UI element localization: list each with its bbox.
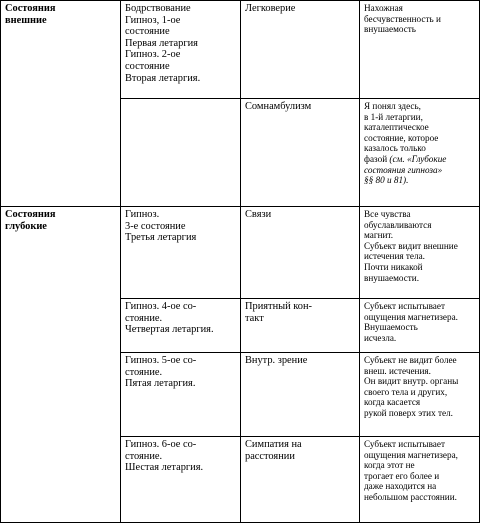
stage-cell: [121, 207, 241, 299]
description-cell: [360, 353, 480, 437]
cell-line: внушаемости.: [364, 272, 420, 283]
cell-line: стояние.: [125, 450, 163, 462]
cell-line: Субъект видит внешние: [364, 240, 458, 251]
cell-line: Симпатия на: [245, 439, 302, 450]
cell-line: истечения тела.: [364, 251, 425, 262]
cell-line: обуславливаются: [364, 219, 432, 230]
cell-line: стояние.: [125, 366, 163, 378]
description-cell: [360, 207, 480, 299]
cell-line: Связи: [245, 209, 272, 220]
cell-line: внеш. истечения.: [364, 365, 431, 376]
cell-line: Почти никакой: [364, 261, 423, 272]
cell-line: Пятая летаргия.: [125, 378, 196, 390]
cell-line: Субъект испытывает: [364, 439, 445, 449]
cell-line: Четвертая летаргия.: [125, 324, 214, 336]
cell-line: трогает его более и: [364, 470, 440, 481]
table-row: [1, 207, 480, 299]
state-cell: [1, 1, 121, 207]
cell-line: Гипноз.: [125, 209, 160, 220]
stage-cell: [121, 353, 241, 437]
cell-line: стояние.: [125, 312, 163, 324]
cell-line: Гипноз. 6-ое со-: [125, 439, 197, 450]
phenomenon-cell: [241, 299, 360, 353]
cell-line: когда касается: [364, 397, 421, 408]
cell-line: ощущения магнетизера.: [364, 311, 458, 322]
phenomenon-cell: [241, 207, 360, 299]
phenomenon-cell: [241, 1, 360, 99]
cell-line: такт: [245, 312, 264, 324]
cell-line: магнит.: [364, 230, 394, 241]
table-row: [1, 1, 480, 99]
cell-line: Легковерие: [245, 3, 296, 14]
cell-line: Внушаемость: [364, 322, 418, 333]
cell-line: 3-е состояние: [125, 220, 186, 232]
cell-line: каталептическое: [364, 122, 429, 133]
cell-line: Состояния: [5, 209, 56, 220]
stage-cell: [121, 299, 241, 353]
cell-line: Нахожная: [364, 3, 403, 13]
description-cell: [360, 1, 480, 99]
cell-line: состояние: [125, 26, 170, 38]
stage-cell: [121, 1, 241, 99]
cell-line: бесчувственность и: [364, 13, 441, 24]
cell-line: Вторая летаргия.: [125, 72, 201, 84]
cell-line: даже находится на: [364, 481, 437, 492]
description-cell: [360, 99, 480, 207]
cell-line: Я понял здесь,: [364, 101, 421, 111]
cell-line: Шестая летаргия.: [125, 462, 204, 474]
cell-line: рукой поверх этих тел.: [364, 407, 453, 418]
cell-line: Все чувства: [364, 209, 411, 219]
cell-line: своего тела и других,: [364, 386, 448, 397]
cell-line: Третья летаргия: [125, 232, 197, 244]
stage-cell: [121, 99, 241, 207]
cell-line: внушаемость: [364, 24, 416, 35]
phenomenon-cell: [241, 99, 360, 207]
cell-line: состояние: [125, 60, 170, 72]
cell-line: Гипноз, 1-ое: [125, 14, 181, 26]
description-cell: [360, 299, 480, 353]
cell-line: Приятный кон-: [245, 301, 313, 312]
cell-line: глубокие: [5, 220, 47, 232]
cell-line: казалось только: [364, 143, 426, 154]
state-cell: [1, 207, 121, 523]
cell-line: Первая летаргия: [125, 37, 198, 49]
phenomenon-cell: [241, 353, 360, 437]
cell-line: Бодрствование: [125, 3, 191, 14]
cell-line: Гипноз. 2-ое: [125, 49, 181, 61]
cell-line: Сомнамбулизм: [245, 101, 312, 112]
description-cell: [360, 437, 480, 523]
cell-line: Он видит внутр. органы: [364, 376, 459, 387]
cell-line: фазой (см. «Глубокие: [364, 153, 447, 164]
cell-line: Внутр. зрение: [245, 355, 308, 366]
cell-line: состояние, которое: [364, 132, 439, 143]
cell-line: ощущения магнетизера,: [364, 449, 458, 460]
cell-line: Субъект не видит более: [364, 355, 457, 365]
cell-line: расстоянии: [245, 450, 295, 462]
cell-line: когда этот не: [364, 460, 415, 471]
cell-line: внешние: [5, 14, 47, 26]
stage-cell: [121, 437, 241, 523]
cell-line: в 1-й летаргии,: [364, 111, 423, 122]
cell-line: Субъект испытывает: [364, 301, 445, 311]
phenomenon-cell: [241, 437, 360, 523]
cell-line: небольшом расстоянии.: [364, 491, 457, 502]
cell-line: Гипноз. 4-ое со-: [125, 301, 197, 312]
cell-line: §§ 80 и 81).: [364, 175, 409, 186]
cell-line: Гипноз. 5-ое со-: [125, 355, 197, 366]
cell-line: исчезла.: [364, 332, 397, 343]
cell-line: Состояния: [5, 3, 56, 14]
cell-line: состояния гипноза»: [364, 164, 443, 175]
